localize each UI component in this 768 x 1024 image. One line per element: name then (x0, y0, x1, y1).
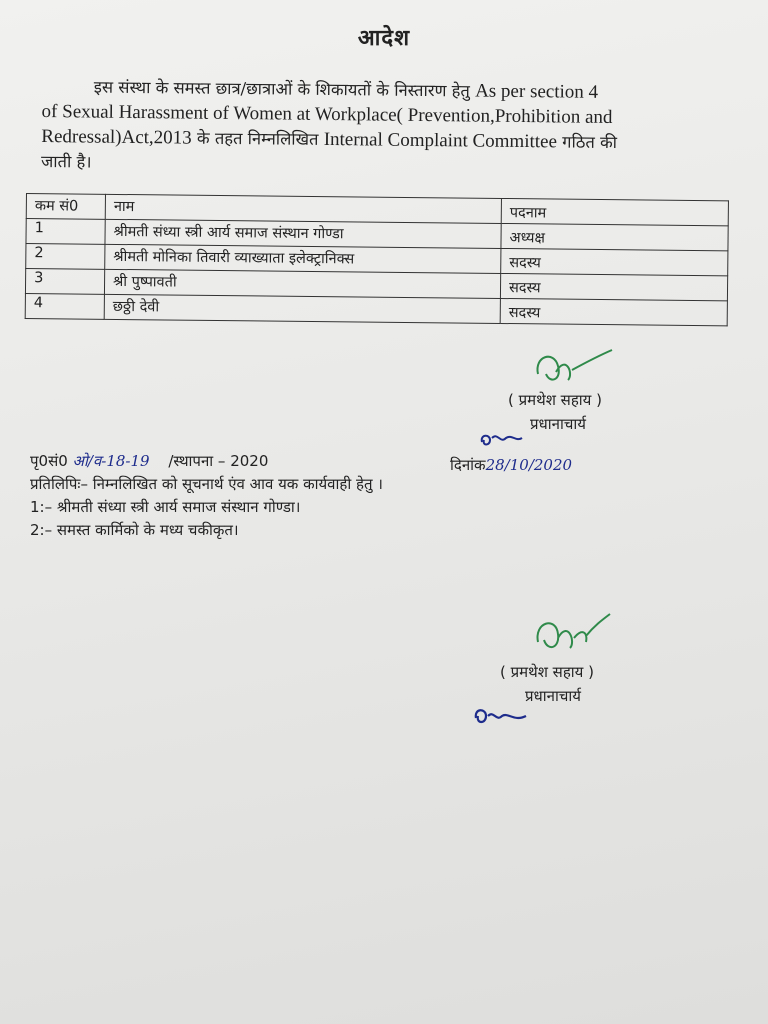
row-designation: सदस्य (501, 248, 728, 275)
date-label: दिनांक (450, 456, 486, 474)
committee-table (25, 193, 729, 326)
blue-initials-2 (472, 704, 532, 728)
header-name: नाम (105, 194, 501, 223)
act-name: Redressal)Act,2013 (41, 125, 192, 149)
formed-text: गठित की (562, 132, 618, 153)
signatory-title-1: प्रधानाचार्य (530, 415, 586, 433)
signatory-name-2: ( प्रमथेश सहाय ) (500, 663, 594, 681)
handwritten-date: 28/10/2020 (485, 456, 573, 474)
row-designation: सदस्य (500, 273, 727, 300)
committee-name: Internal Complaint Committee (323, 128, 558, 153)
row-name: श्री पुष्पावती (104, 269, 500, 298)
document-title: आदेश (357, 26, 411, 51)
intro-hindi: इस संस्था के समस्त छात्र/छात्राओं के शिकायतों के निस्तारण हेतु (93, 77, 470, 101)
row-serial: 1 (26, 219, 105, 245)
copy-item-1: 1:– श्रीमती संध्या स्त्री आर्य समाज संस्थान गोण्डा। (30, 498, 301, 516)
copy-item-2: 2:– समस्त कार्मिको के मध्य चकीकृत। (30, 521, 239, 539)
copy-line: प्रतिलिपिः– निम्नलिखित को सूचनार्थ एंव आव यक कार्यवाही हेतु । (30, 475, 383, 493)
row-name: श्रीमती मोनिका तिवारी व्याख्याता इलेक्ट्रानिक्स (105, 244, 501, 273)
reference-suffix: /स्थापना – 2020 (168, 452, 269, 470)
green-signature-1 (528, 344, 618, 394)
signatory-name-1: ( प्रमथेश सहाय ) (508, 391, 602, 409)
row-designation: अध्यक्ष (501, 223, 728, 250)
order-paragraph (41, 74, 732, 181)
signatory-title-2: प्रधानाचार्य (525, 687, 581, 705)
act-line: of Sexual Harassment of Women at Workplace( Prevention,Prohibition and (41, 100, 613, 128)
intro-english: As per section 4 (475, 80, 599, 103)
reference-label: पृ0सं0 (30, 452, 68, 470)
reference-block (30, 450, 730, 542)
closing-text: जाती है। (40, 151, 92, 172)
row-designation: सदस्य (500, 298, 727, 325)
row-serial: 2 (26, 244, 105, 270)
row-serial: 3 (25, 269, 104, 295)
act-hindi: के तहत निम्नलिखित (196, 128, 319, 149)
green-signature-2 (528, 608, 618, 664)
handwritten-reference-no: ओ/व-18-19 (72, 452, 150, 470)
row-name: श्रीमती संध्या स्त्री आर्य समाज संस्थान गोण्डा (105, 219, 501, 248)
header-designation: पदनाम (501, 198, 728, 225)
header-serial: कम सं0 (26, 194, 105, 220)
row-serial: 4 (25, 293, 104, 319)
row-name: छठ्ठी देवी (104, 294, 500, 323)
blue-initials-1 (478, 428, 528, 450)
